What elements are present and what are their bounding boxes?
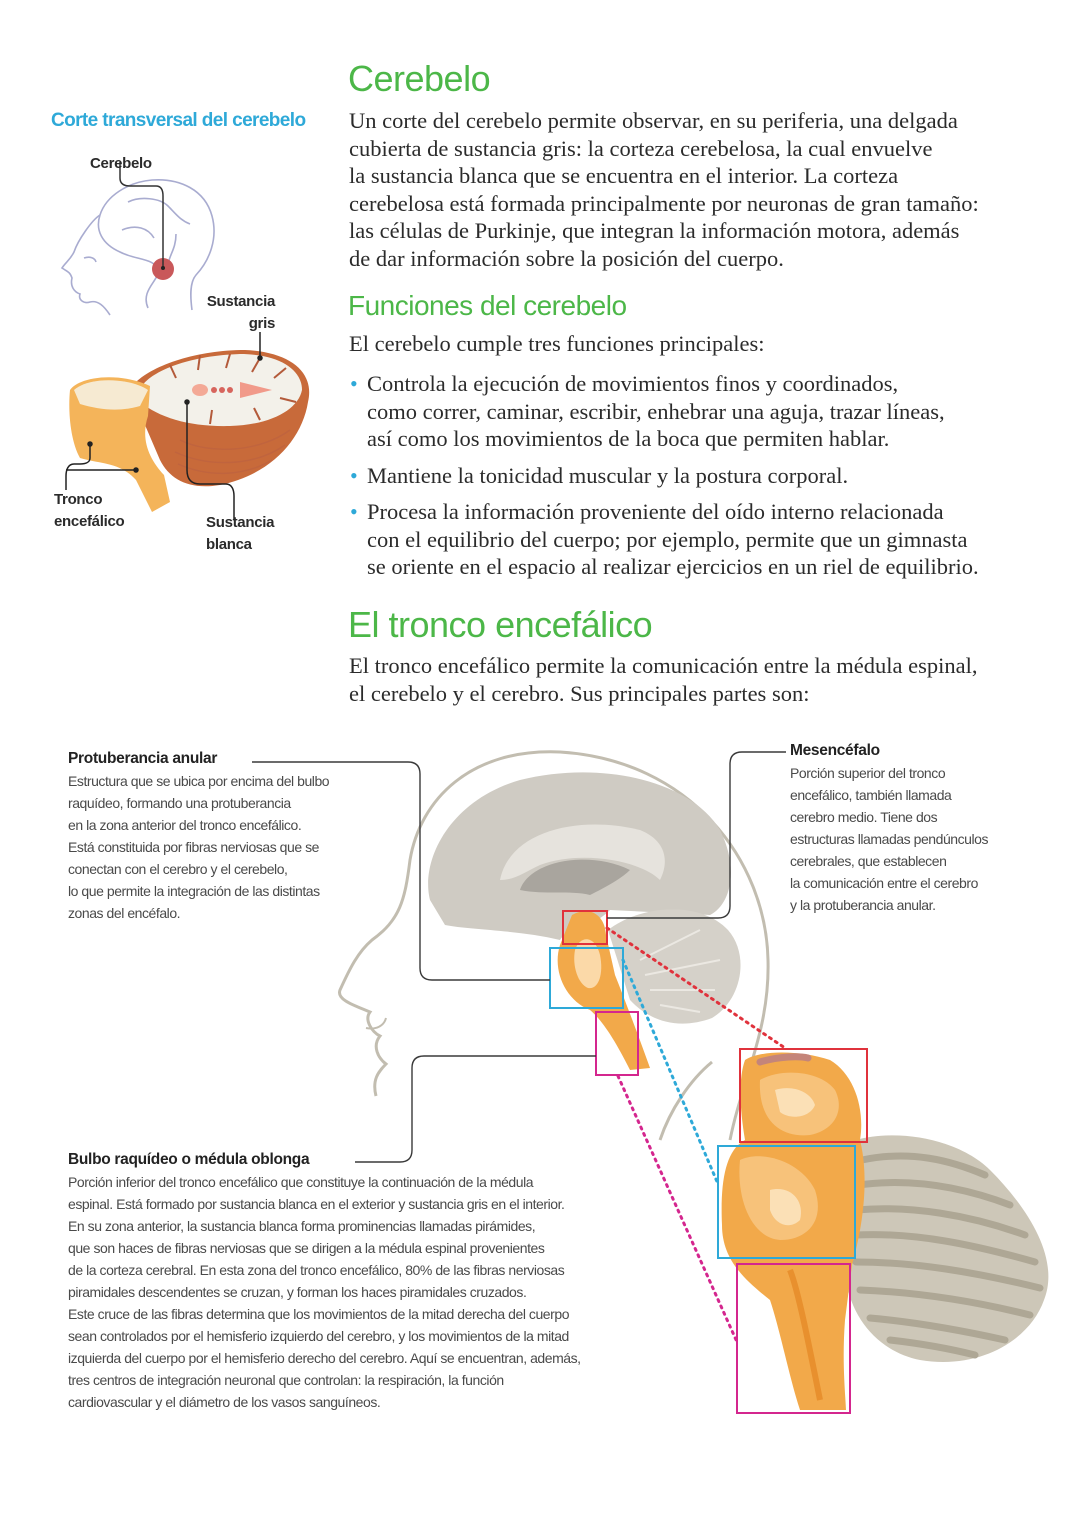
text-line: zonas del encéfalo. [68, 905, 181, 921]
callout-text [68, 1171, 581, 1413]
text-line: de la corteza cerebral. En esta zona del tronco encefálico, 80% de las fibras nerviosas [68, 1262, 565, 1278]
bullet-icon: • [350, 499, 358, 524]
text-line: Procesa la información proveniente del oído interno relacionada [367, 499, 944, 524]
cerebellum-section-icon [69, 350, 309, 512]
text-line: como correr, caminar, escribir, enhebrar una aguja, trazar líneas, [367, 398, 945, 424]
text-line: cardiovascular y el diámetro de los vasos sanguíneos. [68, 1394, 381, 1410]
text-line: Porción inferior del tronco encefálico que constituye la continuación de la médula [68, 1174, 534, 1190]
callout-title: Mesencéfalo [790, 742, 880, 759]
label-line: gris [248, 315, 275, 332]
callout-title: Protuberancia anular [68, 750, 218, 767]
text-line: cubierta de sustancia gris: la corteza cerebelosa, la cual envuelve [349, 135, 933, 161]
cerebellum-icon [608, 909, 741, 1023]
text-line: Un corte del cerebelo permite observar, en su periferia, una delgada [349, 108, 958, 133]
callout-text [790, 762, 988, 916]
callout-bulbo [68, 1151, 581, 1413]
text-line: encefálico, también llamada [790, 787, 952, 803]
callout-text [68, 770, 329, 924]
text-line: en la zona anterior del tronco encefálico. [68, 817, 302, 833]
bulbo-leader [355, 1056, 596, 1162]
callout-protuberancia [68, 750, 329, 924]
section-title-funciones: Funciones del cerebelo [348, 290, 627, 321]
text-line: sean controlados por el hemisferio izquierdo del cerebro, y los movimientos de la mitad [68, 1328, 569, 1344]
text-line: Controla la ejecución de movimientos finos y coordinados, [367, 371, 899, 396]
label-line: Tronco [54, 491, 103, 508]
text-line: Estructura que se ubica por encima del bulbo [68, 773, 330, 789]
cerebelo-paragraph [349, 107, 979, 272]
text-line: izquierda del cuerpo por el hemisferio derecho del cerebro. Aquí se encuentran, además, [68, 1350, 581, 1366]
label-line: Sustancia [206, 514, 275, 531]
brainstem-enlarged-icon [722, 1053, 865, 1411]
text-line: así como los movimientos de la boca que permiten hablar. [367, 426, 890, 451]
callout-title: Bulbo raquídeo o médula oblonga [68, 1151, 310, 1168]
funciones-list [349, 370, 979, 590]
text-line: cerebro medio. Tiene dos [790, 809, 938, 825]
label-tronco-encefalico [54, 489, 124, 533]
label-sustancia-gris [201, 291, 275, 335]
text-line: la sustancia blanca que se encuentra en el interior. La corteza [349, 163, 899, 188]
tronco-paragraph [349, 652, 977, 707]
list-item [349, 370, 979, 453]
text-line: y la protuberancia anular. [790, 897, 936, 913]
text-line: tres centros de integración neuronal que controlan: la respiración, la función [68, 1372, 504, 1388]
text-line: Está constituida por fibras nerviosas que se [68, 839, 320, 855]
label-line: Sustancia [206, 293, 275, 310]
label-line: blanca [206, 536, 252, 553]
text-line: En su zona anterior, la sustancia blanca forma prominencias llamadas pirámides, [68, 1218, 536, 1234]
text-line: Porción superior del tronco [790, 765, 946, 781]
text-line: la comunicación entre el cerebro [790, 875, 978, 891]
text-line: cerebelosa está formada principalmente por neuronas de gran tamaño: [349, 190, 979, 216]
text-line: raquídeo, formando una protuberancia [68, 795, 291, 811]
text-line: Este cruce de las fibras determina que los movimientos de la mitad derecha del cuerpo [68, 1306, 570, 1322]
label-sustancia-blanca [206, 512, 274, 556]
text-line: El tronco encefálico permite la comunicación entre la médula espinal, [349, 653, 978, 678]
text-line: piramidales descendentes se cruzan, y forman los haces piramidales cruzados. [68, 1284, 527, 1300]
callout-mesencefalo [790, 742, 988, 916]
bullet-icon: • [350, 462, 358, 488]
text-line: con el equilibrio del cuerpo; por ejemplo, permite que un gimnasta [367, 526, 968, 552]
text-line: estructuras llamadas pendúnculos [790, 831, 989, 847]
label-cerebelo: Cerebelo [90, 155, 152, 172]
text-line: conectan con el cerebro y el cerebelo, [68, 861, 288, 877]
text-line: se oriente en el espacio al realizar ejercicios en un riel de equilibrio. [367, 554, 979, 579]
head-outline-icon [62, 180, 214, 315]
text-line: espinal. Está formado por sustancia blanca en el exterior y sustancia gris en el interior. [68, 1196, 565, 1212]
text-line: lo que permite la integración de las distintas [68, 883, 320, 899]
text-line: cerebrales, que establecen [790, 853, 947, 869]
label-line: encefálico [54, 513, 125, 530]
list-item [349, 498, 979, 581]
text-line: el cerebelo y el cerebro. Sus principales partes son: [349, 680, 810, 706]
section-title-tronco: El tronco encefálico [348, 604, 653, 645]
figure-title: Corte transversal del cerebelo [51, 110, 306, 131]
text-line: las células de Purkinje, que integran la información motora, además [349, 218, 960, 243]
bullet-icon: • [350, 371, 358, 396]
funciones-intro: El cerebelo cumple tres funciones principales: [349, 331, 765, 356]
text-line: Mantiene la tonicidad muscular y la postura corporal. [367, 462, 849, 488]
text-line: que son haces de fibras nerviosas que se dirigen a la médula espinal provenientes [68, 1240, 545, 1256]
section-title-cerebelo: Cerebelo [348, 58, 491, 99]
text-line: de dar información sobre la posición del cuerpo. [349, 245, 784, 271]
list-item [349, 462, 979, 490]
